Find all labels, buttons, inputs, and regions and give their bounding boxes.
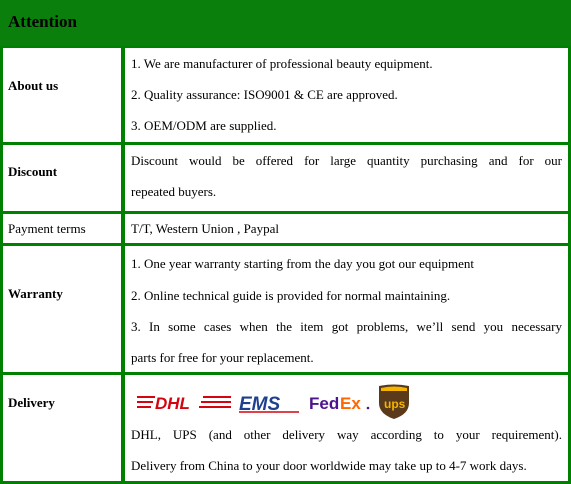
warranty-label: Warranty	[8, 286, 63, 301]
warranty-line-2: 2. Online technical guide is provided for normal maintaining.	[131, 288, 451, 303]
about-content-cell	[125, 48, 568, 142]
carrier-logos	[135, 383, 425, 419]
payment-label-cell	[3, 214, 121, 243]
discount-content-cell	[125, 145, 568, 211]
fedex-fed-text: Fed	[309, 394, 340, 413]
discount-line-2: repeated buyers.	[131, 184, 217, 199]
about-line-2: 2. Quality assurance: ISO9001 & CE are approved.	[131, 87, 398, 102]
dhl-logo-text: DHL	[155, 394, 190, 413]
discount-line-1: Discount would be offered for large quantity purchasing and for our	[131, 153, 562, 168]
ups-logo	[379, 385, 409, 420]
ups-logo-text: ups	[384, 397, 406, 411]
delivery-label-cell	[3, 375, 121, 481]
fedex-ex-text: Ex	[340, 394, 361, 413]
dhl-logo	[137, 394, 231, 413]
about-label-cell	[3, 48, 121, 142]
about-line-3: 3. OEM/ODM are supplied.	[131, 118, 277, 133]
about-line-1: 1. We are manufacturer of professional beauty equipment.	[131, 56, 433, 71]
ems-logo-text: EMS	[239, 394, 281, 415]
discount-label-cell	[3, 145, 121, 211]
discount-label: Discount	[8, 164, 58, 179]
warranty-line-3: 3. In some cases when the item got problems, we’ll send you necessary	[131, 319, 562, 334]
delivery-line-2: Delivery from China to your door worldwide may take up to 4-7 work days.	[131, 458, 527, 473]
warranty-label-cell	[3, 246, 121, 372]
delivery-content-cell	[125, 375, 568, 481]
table-header	[0, 0, 571, 46]
warranty-line-4: parts for free for your replacement.	[131, 350, 314, 365]
about-label: About us	[8, 78, 59, 93]
page-title: Attention	[8, 12, 77, 31]
warranty-line-1: 1. One year warranty starting from the day you got our equipment	[131, 256, 474, 271]
payment-label: Payment terms	[8, 221, 86, 236]
payment-line: T/T, Western Union , Paypal	[131, 221, 279, 236]
payment-content-cell	[125, 214, 568, 243]
warranty-content-cell	[125, 246, 568, 372]
delivery-label: Delivery	[8, 395, 55, 410]
ems-logo	[239, 394, 299, 415]
delivery-line-1: DHL, UPS (and other delivery way according to your requirement).	[131, 427, 562, 442]
fedex-logo	[309, 394, 369, 413]
